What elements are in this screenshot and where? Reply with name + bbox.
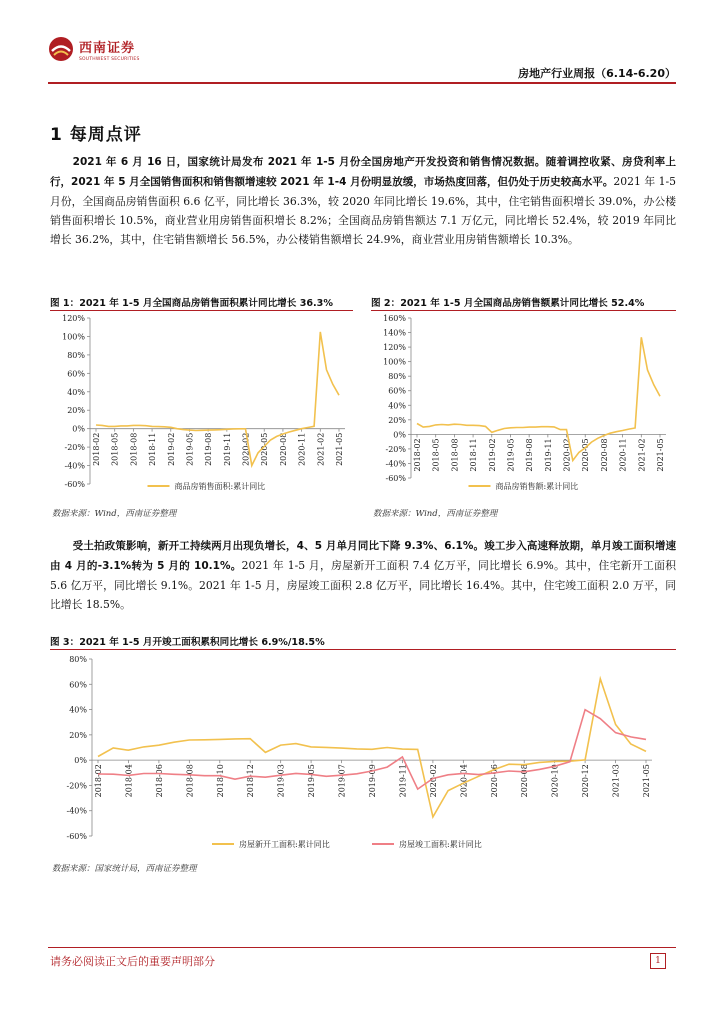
x-tick-label: 2020-04 [459, 764, 469, 798]
x-tick-label: 2020-11 [618, 438, 628, 472]
x-tick-label: 2019-02 [166, 432, 176, 466]
y-tick-label: -20% [66, 781, 87, 791]
y-tick-label: 140% [383, 328, 406, 338]
logo-mark-icon [48, 36, 74, 62]
x-tick-label: 2018-04 [124, 764, 134, 798]
x-tick-label: 2020-05 [260, 432, 270, 466]
y-tick-label: 160% [383, 314, 406, 323]
x-tick-label: 2019-07 [337, 764, 347, 798]
page-header [48, 36, 676, 86]
y-tick-label: -60% [385, 474, 406, 483]
x-tick-label: 2019-02 [487, 438, 497, 472]
x-tick-label: 2019-11 [543, 438, 553, 472]
fig3-rule [50, 649, 676, 650]
x-tick-label: 2021-05 [335, 432, 344, 466]
x-tick-label: 2020-02 [428, 764, 438, 798]
x-tick-label: 2020-11 [297, 432, 307, 466]
footer-disclaimer: 请务必阅读正文后的重要声明部分 [50, 955, 215, 968]
x-tick-label: 2018-05 [110, 432, 120, 466]
y-tick-label: 0% [393, 430, 406, 440]
y-tick-label: 40% [69, 705, 87, 715]
y-tick-label: 40% [67, 387, 85, 397]
x-tick-label: 2019-09 [368, 764, 377, 798]
x-tick-label: 2019-03 [276, 764, 286, 798]
report-title: 房地产行业周报（6.14-6.20） [518, 67, 676, 80]
x-tick-label: 2019-08 [525, 438, 535, 472]
x-tick-label: 2020-10 [550, 764, 560, 798]
x-tick-label: 2019-05 [307, 764, 317, 798]
x-tick-label: 2018-02 [92, 432, 101, 466]
logo-name-en: SOUTHWEST SECURITIES [79, 56, 140, 62]
y-tick-label: 80% [69, 655, 87, 664]
y-tick-label: 60% [388, 386, 406, 396]
y-tick-label: 80% [67, 350, 85, 360]
fig2-rule [371, 310, 676, 311]
x-tick-label: 2019-11 [398, 764, 408, 798]
y-tick-label: 100% [383, 357, 406, 367]
y-tick-label: 120% [383, 343, 406, 353]
chart-sales-value [371, 312, 676, 502]
paragraph-construction [50, 536, 676, 614]
x-tick-label: 2021-03 [611, 764, 621, 798]
y-tick-label: -20% [64, 443, 85, 453]
legend-label: 房屋新开工面积:累计同比 [239, 840, 330, 849]
x-tick-label: 2021-05 [642, 764, 651, 798]
fig3-source: 数据来源：国家统计局，西南证券整理 [52, 864, 197, 874]
y-tick-label: -40% [66, 806, 87, 816]
fig1-source: 数据来源：Wind，西南证券整理 [52, 509, 177, 519]
x-tick-label: 2018-12 [246, 764, 256, 798]
legend-label: 商品房销售额:累计同比 [495, 482, 579, 491]
y-tick-label: -40% [64, 461, 85, 471]
x-tick-label: 2020-02 [241, 432, 251, 466]
y-tick-label: 20% [388, 415, 406, 425]
y-tick-label: -60% [66, 832, 87, 841]
header-divider [48, 82, 676, 84]
x-tick-label: 2020-08 [278, 432, 288, 466]
x-tick-label: 2021-02 [637, 438, 647, 472]
paragraph-sales [50, 152, 676, 249]
paragraph-construction-lead: 受土拍政策影响，新开工持续两月出现负增长，4、5 月单月同比下降 9.3%、6.1%。竣工步入高速释放期，单月竣工面积增速由 4 月的-3.1%转为 5 月的 10.1%。 [50, 540, 676, 572]
x-tick-label: 2018-06 [154, 764, 164, 798]
x-tick-label: 2020-05 [581, 438, 591, 472]
chart-construction [50, 651, 676, 856]
x-tick-label: 2018-10 [215, 764, 225, 798]
x-tick-label: 2019-05 [185, 432, 195, 466]
x-tick-label: 2018-11 [148, 432, 158, 466]
y-tick-label: 80% [388, 372, 406, 382]
y-tick-label: 120% [62, 314, 85, 323]
x-tick-label: 2020-02 [562, 438, 572, 472]
x-tick-label: 2018-05 [431, 438, 441, 472]
x-tick-label: 2020-06 [489, 764, 499, 798]
legend-label: 房屋竣工面积:累计同比 [399, 840, 482, 849]
x-tick-label: 2019-05 [506, 438, 516, 472]
x-tick-label: 2021-05 [656, 438, 665, 472]
x-tick-label: 2020-08 [520, 764, 530, 798]
paragraph-sales-lead: 2021 年 6 月 16 日，国家统计局发布 2021 年 1-5 月份全国房地产开发投资和销售情况数据。随着调控收紧、房贷利率上行，2021 年 5 月全国销售面积和销售额增速较 2021 年 1-4 月份明显放缓，市场热度回落，但仍处于历史较高水平。 [50, 156, 676, 188]
y-tick-label: -40% [385, 459, 406, 469]
x-tick-label: 2018-08 [185, 764, 195, 798]
y-tick-label: 0% [72, 424, 85, 434]
legend-label: 商品房销售面积:累计同比 [174, 482, 266, 491]
y-tick-label: 40% [388, 401, 406, 411]
x-tick-label: 2018-02 [413, 438, 422, 472]
page-number: 1 [650, 953, 666, 969]
x-tick-label: 2021-02 [316, 432, 326, 466]
y-tick-label: 20% [69, 730, 87, 740]
fig3-caption: 图 3：2021 年 1-5 月开竣工面积累积同比增长 6.9%/18.5% [50, 637, 325, 648]
fig1-caption: 图 1：2021 年 1-5 月全国商品房销售面积累计同比增长 36.3% [50, 298, 333, 309]
x-tick-label: 2018-11 [469, 438, 479, 472]
x-tick-label: 2018-08 [129, 432, 139, 466]
x-tick-label: 2019-11 [222, 432, 232, 466]
paragraph-sales-body: 2021 年 1-5 月份，全国商品房销售面积 6.6 亿平，同比增长 36.3%，较 2020 年同比增长 19.6%，其中，住宅销售面积增长 39.0%，办公楼销售面积增长 10.5%，商业营业用房销售面积增长 8.2%；全国商品房销售额达 7.1 万亿元，同比增长 52.4%，较 2019 年同比增长 36.2%，其中，住宅销售额增长 56.5%，办公楼销售额增长 24.9%，商业营业用房销售额增长 10.3%。 [50, 175, 676, 246]
y-tick-label: -60% [64, 480, 85, 489]
fig2-caption: 图 2：2021 年 1-5 月全国商品房销售额累计同比增长 52.4% [371, 298, 645, 309]
fig1-rule [50, 310, 353, 311]
y-tick-label: -20% [385, 444, 406, 454]
y-tick-label: 60% [67, 369, 85, 379]
chart-sales-area [50, 312, 353, 502]
x-tick-label: 2019-08 [204, 432, 214, 466]
footer-divider [48, 947, 676, 948]
fig2-source: 数据来源：Wind，西南证券整理 [373, 509, 498, 519]
logo [48, 36, 140, 62]
y-tick-label: 100% [62, 332, 85, 342]
y-tick-label: 0% [74, 756, 87, 766]
x-tick-label: 2020-12 [581, 764, 591, 798]
x-tick-label: 2018-08 [450, 438, 460, 472]
y-tick-label: 60% [69, 680, 87, 690]
x-tick-label: 2020-08 [599, 438, 609, 472]
paragraph-construction-body: 2021 年 1-5 月，房屋新开工面积 7.4 亿万平，同比增长 6.9%。其中，住宅新开工面积 5.6 亿万平，同比增长 9.1%。2021 年 1-5 月，房屋竣工面积 2.8 亿万平，同比增长 16.4%。其中，住宅竣工面积 2.0 万平，同比增长 18.5%。 [50, 559, 676, 611]
section-title: 1 每周点评 [50, 125, 142, 145]
logo-name: 西南证券 [79, 40, 136, 56]
x-tick-label: 2018-02 [94, 764, 103, 798]
y-tick-label: 20% [67, 406, 85, 416]
